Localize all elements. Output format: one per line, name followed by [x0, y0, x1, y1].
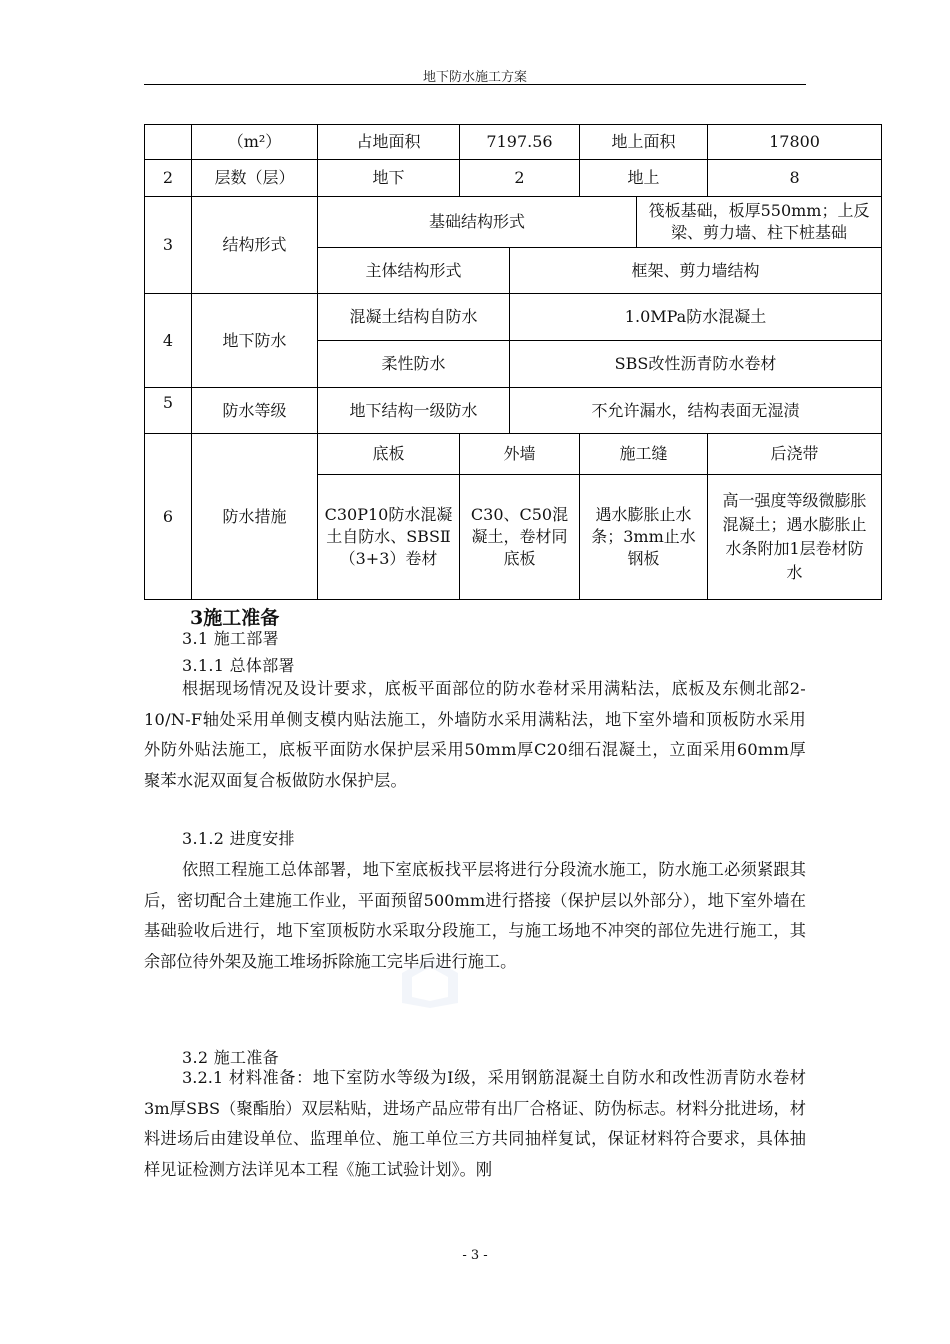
- table-cell: （m²）: [192, 125, 318, 160]
- table-cell: 17800: [708, 125, 882, 160]
- paragraph: 3.2.1 材料准备：地下室防水等级为Ⅰ级，采用钢筋混凝土自防水和改性沥青防水卷材3m厚SBS（聚酯胎）双层粘贴，进场产品应带有出厂合格证、防伪标志。材料分批进场，材料进场后由建设单位、监理单位、施工单位三方共同抽样复试，保证材料符合要求，具体抽样见证检测方法详见本工程《施工试验计划》。刚: [144, 1068, 806, 1179]
- table-cell: 施工缝: [580, 434, 708, 475]
- table-cell: 主体结构形式: [318, 248, 510, 294]
- table-cell: 地上面积: [580, 125, 708, 160]
- table-row: [145, 294, 882, 341]
- subsection-heading: 3.1.1 总体部署: [182, 656, 295, 675]
- table-cell: 地下: [318, 160, 460, 197]
- table-cell: C30、C50混凝土，卷材同底板: [460, 475, 580, 600]
- table-cell: C30P10防水混凝土自防水、SBSⅡ（3+3）卷材: [318, 475, 460, 600]
- table-cell: 6: [145, 434, 192, 600]
- subsection-heading: 3.1.2 进度安排: [182, 829, 295, 848]
- table-cell: 5: [145, 388, 192, 434]
- page-number: - 3 -: [462, 1248, 488, 1263]
- paragraph: 根据现场情况及设计要求，底板平面部位的防水卷材采用满粘法，底板及东侧北部2-10/N-F轴处采用单侧支模内贴法施工，外墙防水采用满粘法，地下室外墙和顶板防水采用外防外贴法施工，底板平面防水保护层采用50mm厚C20细石混凝土，立面采用60mm厚聚苯水泥双面复合板做防水保护层。: [144, 679, 806, 790]
- table-cell: 层数（层）: [192, 160, 318, 197]
- table-cell: 1.0MPa防水混凝土: [510, 294, 882, 341]
- table-cell: 3: [145, 197, 192, 294]
- table-cell: 防水等级: [192, 388, 318, 434]
- table-cell: 防水措施: [192, 434, 318, 600]
- table-cell: 后浇带: [708, 434, 882, 475]
- table-cell: 柔性防水: [318, 341, 510, 388]
- project-info-table: [144, 124, 882, 600]
- table-row: [145, 160, 882, 197]
- table-row: [145, 388, 882, 434]
- table-cell: 筏板基础，板厚550mm；上反梁、剪力墙、柱下桩基础: [637, 197, 882, 248]
- table-row: [145, 434, 882, 475]
- table-cell: 遇水膨胀止水条；3mm止水钢板: [580, 475, 708, 600]
- table-cell: 混凝土结构自防水: [318, 294, 510, 341]
- table-cell: 地下结构一级防水: [318, 388, 510, 434]
- table-cell: 底板: [318, 434, 460, 475]
- table-cell: 不允许漏水，结构表面无湿渍: [510, 388, 882, 434]
- table-cell: 7197.56: [460, 125, 580, 160]
- table-cell: 外墙: [460, 434, 580, 475]
- table-cell: 占地面积: [318, 125, 460, 160]
- subsection-heading: 3.1 施工部署: [182, 629, 279, 648]
- table-cell: 4: [145, 294, 192, 388]
- table-cell: 8: [708, 160, 882, 197]
- table-cell: 2: [145, 160, 192, 197]
- table-cell: 地下防水: [192, 294, 318, 388]
- table-cell: [145, 125, 192, 160]
- table-cell: 框架、剪力墙结构: [510, 248, 882, 294]
- table-cell: 高一强度等级微膨胀混凝土；遇水膨胀止水条附加1层卷材防水: [708, 475, 882, 600]
- table-row: [145, 125, 882, 160]
- table-cell: 结构形式: [192, 197, 318, 294]
- table-cell: 地上: [580, 160, 708, 197]
- paragraph: 依照工程施工总体部署，地下室底板找平层将进行分段流水施工，防水施工必须紧跟其后，密切配合土建施工作业，平面预留500mm进行搭接（保护层以外部分），地下室外墙在基础验收后进行，地下室顶板防水采取分段施工，与施工场地不冲突的部位先进行施工，其余部位待外架及施工堆场拆除施工完毕后进行施工。: [144, 860, 806, 971]
- table-cell: 基础结构形式: [318, 197, 637, 248]
- subsection-heading: 3.2 施工准备: [182, 1048, 279, 1067]
- table-row: [145, 197, 882, 248]
- header-divider: [144, 84, 806, 85]
- section-title: 3施工准备: [190, 607, 280, 629]
- table-cell: SBS改性沥青防水卷材: [510, 341, 882, 388]
- page-header-title: 地下防水施工方案: [422, 70, 527, 85]
- table-cell: 2: [460, 160, 580, 197]
